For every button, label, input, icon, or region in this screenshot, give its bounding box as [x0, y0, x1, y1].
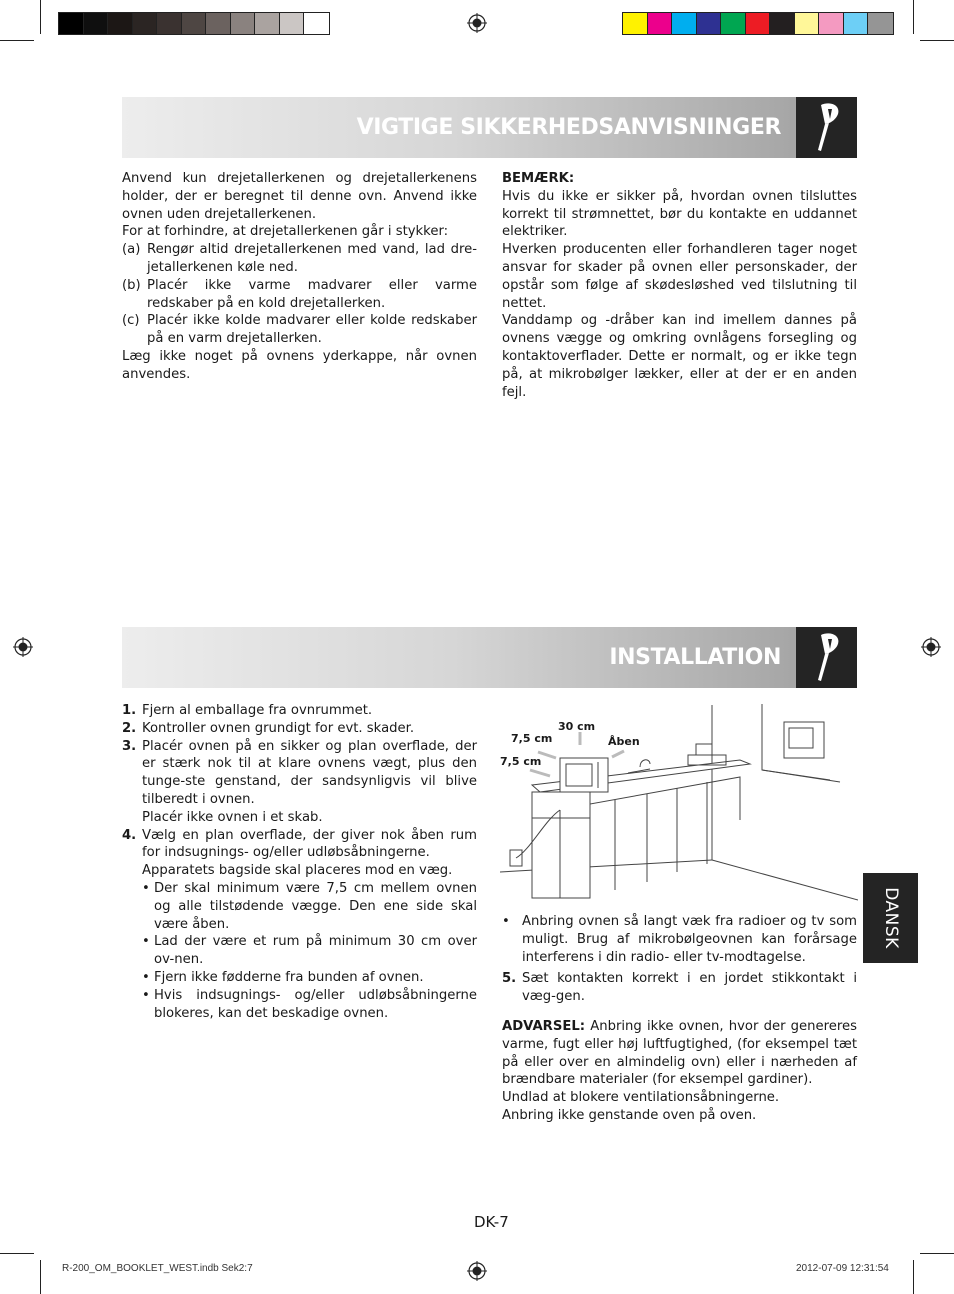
registration-mark-icon	[467, 13, 487, 33]
color-swatch	[819, 13, 844, 34]
warning-label: ADVARSEL:	[502, 1018, 586, 1034]
page-number: DK-7	[474, 1213, 509, 1231]
color-swatch	[108, 13, 133, 34]
bullet-item: • Fjern ikke fødderne fra bunden af ovnen.	[142, 969, 424, 985]
list-item: (b) Placér ikke varme madvarer eller varme redskaber på en kold drejetallerken.	[122, 277, 477, 311]
color-swatch	[133, 13, 158, 34]
color-swatch	[280, 13, 305, 34]
safety-right-column	[502, 170, 857, 401]
bullet-item: • Anbring ovnen så langt væk fra radioer og tv som muligt. Brug af mikrobølgeovnen kan forårsage interferens i din radio- eller tv-modtagelse.	[502, 914, 857, 965]
section-header-installation	[122, 627, 857, 688]
paragraph: For at forhindre, at drejetallerkenen går i stykker:	[122, 224, 449, 240]
paragraph: Placér ikke ovnen i et skab.	[142, 809, 323, 825]
registration-mark-icon	[921, 637, 941, 657]
footer-filename: R-200_OM_BOOKLET_WEST.indb Sek2:7	[62, 1263, 253, 1274]
registration-mark-icon	[13, 637, 33, 657]
crop-mark	[0, 1253, 34, 1254]
caution-icon	[796, 627, 857, 688]
bullet-item: • Hvis indsugnings- og/eller udløbsåbningerne blokeres, kan det beskadige ovnen.	[142, 987, 477, 1021]
crop-mark	[913, 0, 914, 34]
footer-timestamp: 2012-07-09 12:31:54	[796, 1263, 889, 1274]
bullet-item: • Lad der være et rum på minimum 30 cm over ov-nen.	[142, 934, 477, 968]
installation-right-column	[502, 913, 857, 1125]
paragraph: Anbring ikke genstande oven på oven.	[502, 1107, 757, 1123]
registration-mark-icon	[467, 1261, 487, 1281]
color-swatch	[206, 13, 231, 34]
paragraph: Anvend kun drejetallerkenen og drejetallerkenens holder, der er beregnet til denne ovn. Anvend ikke ovnen uden drejetallerkenen.	[122, 171, 477, 222]
color-swatch	[304, 13, 329, 34]
color-swatch	[746, 13, 771, 34]
color-swatch	[623, 13, 648, 34]
color-swatch	[255, 13, 280, 34]
paragraph: Læg ikke noget på ovnens yderkappe, når ovnen anvendes.	[122, 348, 477, 382]
paragraph: Hverken producenten eller forhandleren tager noget ansvar for skader på ovnen eller personskader, der opstår som følge af skødesløshed ved tilslutning til nettet.	[502, 242, 857, 311]
list-item: (a) Rengør altid drejetallerkenen med vand, lad dre-jetallerkenen køle ned.	[122, 242, 477, 275]
color-swatch	[59, 13, 84, 34]
crop-mark	[40, 1260, 41, 1294]
list-item: 5. Sæt kontakten korrekt i en jordet stikkontakt i væg-gen.	[502, 971, 857, 1005]
color-swatch	[868, 13, 893, 34]
list-item: 2. Kontroller ovnen grundigt for evt. skader.	[122, 720, 415, 736]
installation-illustration	[500, 700, 858, 902]
bullet-item: • Der skal minimum være 7,5 cm mellem ovnen og alle tilstødende vægge. Den ene side skal være åben.	[142, 880, 477, 932]
color-swatch	[231, 13, 256, 34]
caution-icon	[796, 97, 857, 158]
list-item: 4. Vælg en plan overflade, der giver nok åben rum for indsugnings- og/eller udløbsåbningerne.	[122, 827, 477, 861]
color-swatch	[182, 13, 207, 34]
safety-left-column	[122, 170, 477, 384]
crop-mark	[920, 40, 954, 41]
warning-paragraph: ADVARSEL: Anbring ikke ovnen, hvor der genereres varme, fugt eller høj luftfugtighed, (for eksempel tæt på eller over en almindelig ovn) eller i nærheden af brændbare materialer (for eksempel gardiner).	[502, 1018, 857, 1088]
color-swatch	[844, 13, 869, 34]
section-title: INSTALLATION	[609, 645, 781, 670]
color-calibration-bar	[622, 12, 894, 35]
list-item: (c) Placér ikke kolde madvarer eller kolde redskaber på en varm drejetallerken.	[122, 313, 477, 347]
crop-mark	[0, 40, 34, 41]
section-title: VIGTIGE SIKKERHEDSANVISNINGER	[356, 115, 781, 140]
clearance-side-label: 7,5 cm	[511, 732, 553, 745]
list-item: 3. Placér ovnen på en sikker og plan overflade, der er stærk nok til at klare ovnens vægt, plus den tunge-ste genstand, der sandsynligvis vil blive tilberedt i ovnen.	[122, 738, 477, 807]
open-side-label: Åben	[608, 735, 640, 748]
crop-mark	[40, 0, 41, 34]
color-swatch	[84, 13, 109, 34]
list-item: 1. Fjern al emballage fra ovnrummet.	[122, 703, 373, 718]
crop-mark	[920, 1253, 954, 1254]
crop-mark	[913, 1260, 914, 1294]
color-swatch	[721, 13, 746, 34]
installation-left-column	[122, 702, 477, 1022]
language-tab: DANSK	[863, 873, 918, 963]
paragraph: Undlad at blokere ventilationsåbningerne.	[502, 1090, 780, 1106]
paragraph: Vanddamp og -dråber kan ind imellem dannes på ovnens vægge og omkring ovnlågens forsegling og kontaktoverflader. Dette er normalt, og er ikke tegn på, at mikrobølger lækker, eller at der er en anden fejl.	[502, 313, 857, 400]
color-swatch	[648, 13, 673, 34]
clearance-top-label: 30 cm	[558, 720, 596, 733]
grayscale-calibration-bar	[58, 12, 330, 35]
color-swatch	[697, 13, 722, 34]
color-swatch	[795, 13, 820, 34]
color-swatch	[672, 13, 697, 34]
paragraph: Hvis du ikke er sikker på, hvordan ovnen tilsluttes korrekt til strømnettet, bør du kontakte en uddannet elektriker.	[502, 188, 857, 240]
color-swatch	[770, 13, 795, 34]
color-swatch	[157, 13, 182, 34]
note-heading: BEMÆRK:	[502, 171, 575, 186]
clearance-back-label: 7,5 cm	[500, 755, 542, 768]
section-header-safety	[122, 97, 857, 158]
paragraph: Apparatets bagside skal placeres mod en væg.	[142, 863, 453, 879]
